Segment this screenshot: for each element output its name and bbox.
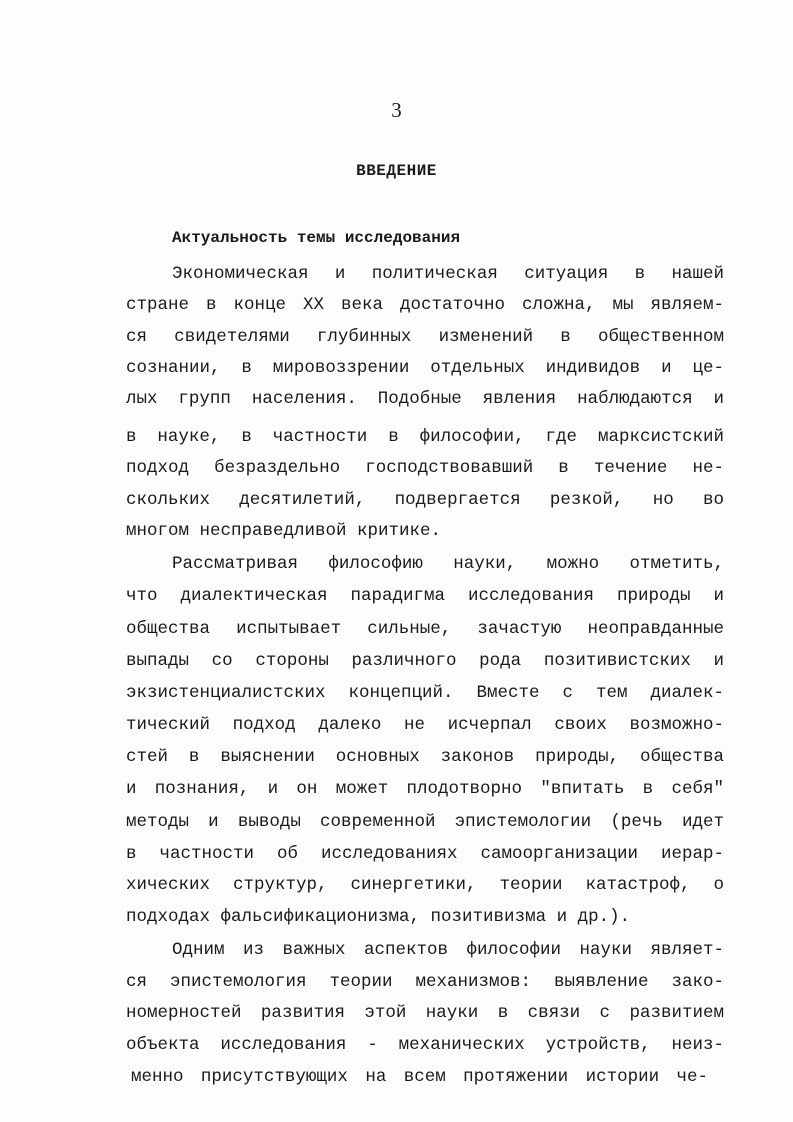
section-title: ВВЕДЕНИЕ — [356, 162, 437, 180]
text-line: объекта исследования - механических устройств, неиз- — [126, 1035, 724, 1055]
text-line: ся свидетелями глубинных изменений в общественном — [126, 327, 724, 347]
text-line: общества испытывает сильные, зачастую неоправданные — [126, 619, 724, 639]
text-line: подход безраздельно господствовавший в течение не- — [126, 458, 724, 478]
text-line: и познания, и он может плодотворно "впитать в себя" — [126, 779, 724, 799]
text-line: многом несправедливой критике. — [126, 521, 442, 541]
text-line: методы и выводы современной эпистемологии (речь идет — [126, 812, 724, 832]
text-line: стей в выяснении основных законов природы, общества — [126, 747, 724, 767]
text-line: подходах фальсификационизма, позитивизма и др.). — [126, 907, 631, 927]
text-line: стране в конце XX века достаточно сложна, мы являем- — [126, 295, 724, 315]
text-line: в науке, в частности в философии, где марксистский — [126, 427, 724, 447]
text-line: Одним из важных аспектов философии науки являет- — [172, 940, 724, 960]
text-line: тический подход далеко не исчерпал своих возможно- — [126, 715, 724, 735]
page-number: 3 — [391, 98, 402, 122]
text-line: выпады со стороны различного рода позитивистских и — [126, 651, 724, 671]
text-line: в частности об исследованиях самоорганизации иерар- — [126, 844, 724, 864]
subheading: Актуальность темы исследования — [172, 229, 461, 247]
text-line: что диалектическая парадигма исследования природы и — [126, 586, 724, 606]
text-line: Экономическая и политическая ситуация в нашей — [172, 264, 724, 284]
text-line: скольких десятилетий, подвергается резкой, но во — [126, 490, 724, 510]
text-line: менно присутствующих на всем протяжении истории че- — [131, 1067, 708, 1087]
text-line: лых групп населения. Подобные явления наблюдаются и — [126, 389, 724, 409]
text-line: экзистенциалистских концепций. Вместе с тем диалек- — [126, 683, 724, 703]
text-line: номерностей развития этой науки в связи с развитием — [126, 1003, 724, 1023]
text-line: сознании, в мировоззрении отдельных индивидов и це- — [126, 358, 724, 378]
text-line: Рассматривая философию науки, можно отметить, — [172, 554, 724, 574]
text-line: хических структур, синергетики, теории катастроф, о — [126, 875, 724, 895]
text-line: ся эпистемология теории механизмов: выявление зако- — [126, 972, 724, 992]
